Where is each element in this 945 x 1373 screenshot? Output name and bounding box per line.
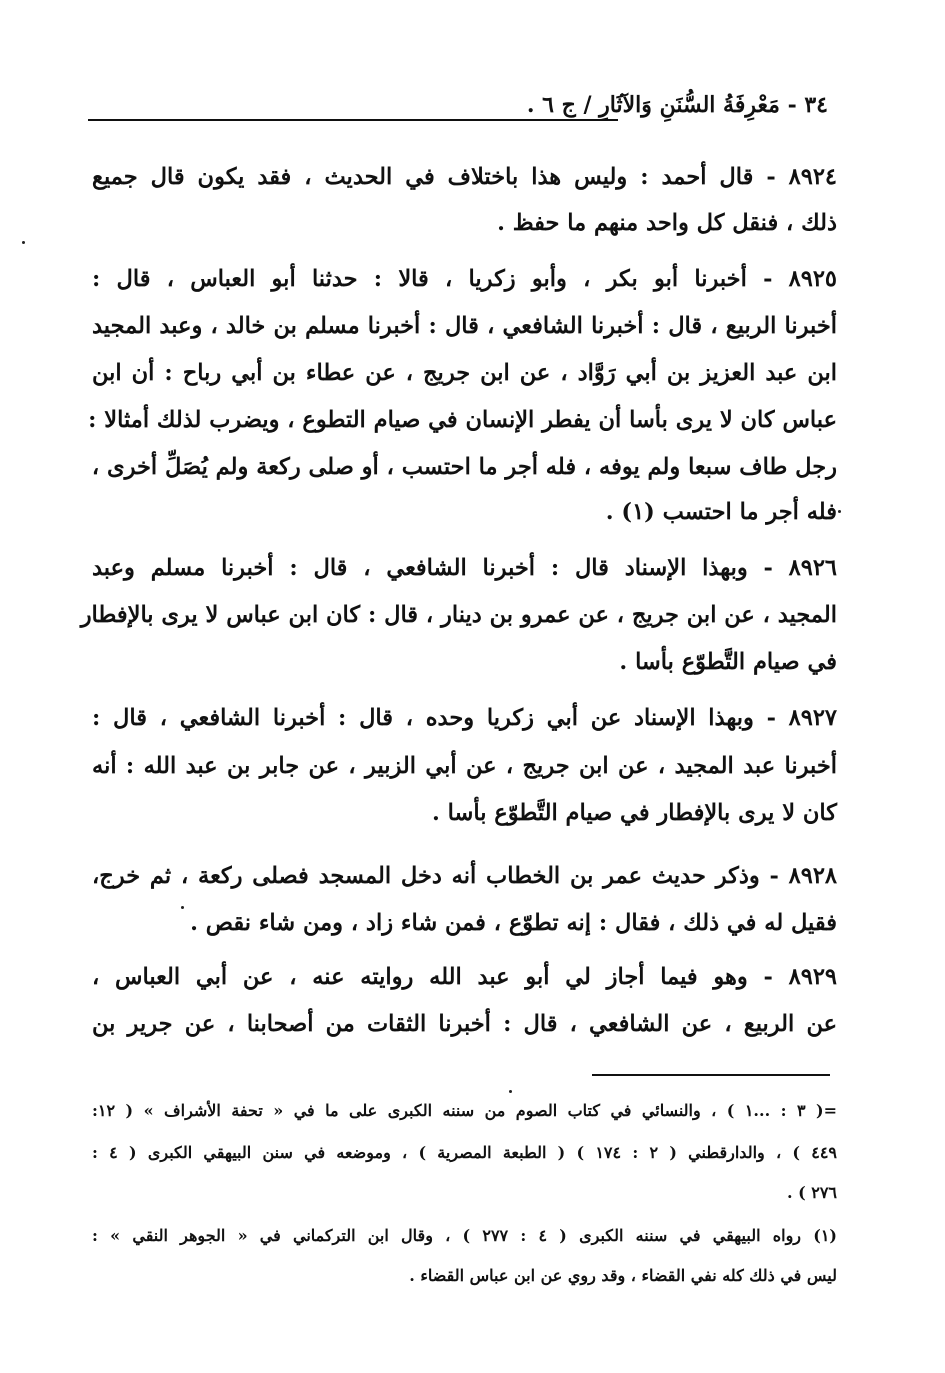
scan-speck (22, 241, 25, 244)
body-line: ذلك ، فنقل كل واحد منهم ما حفظ . (497, 210, 837, 236)
footnote-rule (592, 1074, 830, 1076)
body-line: أخبرنا عبد المجيد ، عن ابن جريج ، عن أبي الزبير ، عن جابر بن عبد الله : أنه (92, 753, 837, 779)
body-line: ٨٩٢٧ - وبهذا الإسناد عن أبي زكريا وحده ، قال : أخبرنا الشافعي ، قال : (92, 705, 837, 731)
body-line: ابن عبد العزيز بن أبي رَوَّاد ، عن ابن جريج ، عن عطاء بن أبي رباح : أن ابن (92, 360, 837, 386)
body-line: رجل طاف سبعا ولم يوفه ، فله أجر ما احتسب ، أو صلى ركعة ولم يُصَلِّ أخرى ، (91, 454, 837, 480)
body-line: ٨٩٢٨ - وذكر حديث عمر بن الخطاب أنه دخل المسجد فصلى ركعة ، ثم خرج، (92, 863, 837, 889)
body-line: فله أجر ما احتسب (١) . (605, 499, 837, 525)
body-line: في صيام التَّطوّع بأسا . (619, 649, 837, 675)
header-rule (88, 119, 618, 121)
body-line: كان لا يرى بالإفطار في صيام التَّطوّع بأسا . (431, 800, 837, 826)
footnote-line: ليس في ذلك كله نفي القضاء ، وقد روي عن ابن عباس القضاء . (409, 1266, 837, 1285)
body-line: ٨٩٢٩ - وهو فيما أجاز لي أبو عبد الله روايته عنه ، عن أبي العباس ، (92, 964, 837, 990)
body-line: عباس كان لا يرى بأسا أن يفطر الإنسان في صيام التطوع ، ويضرب لذلك أمثالا : (88, 407, 837, 433)
scan-speck (838, 510, 841, 513)
body-line: فقيل له في ذلك ، فقال : إنه تطوّع ، فمن شاء زاد ، ومن شاء نقص . (190, 910, 837, 936)
body-line: أخبرنا الربيع ، قال : أخبرنا الشافعي ، قال : أخبرنا مسلم بن خالد ، وعبد المجيد (92, 313, 837, 339)
body-line: ٨٩٢٥ - أخبرنا أبو بكر ، وأبو زكريا ، قالا : حدثنا أبو العباس ، قال : (92, 266, 837, 292)
scan-speck (181, 906, 184, 909)
footnote-line: =( ٣ : ...١ ) ، والنسائي في كتاب الصوم من سننه الكبرى على ما في « تحفة الأشراف » ( ١٢: (92, 1101, 837, 1120)
footnote-line: ٢٧٦ ) . (786, 1183, 837, 1202)
footnote-line: ٤٤٩ ) ، والدارقطني ( ٢ : ١٧٤ ) ( الطبعة المصرية ) ، وموضعه في سنن البيهقي الكبرى ( ٤ : (92, 1143, 838, 1162)
body-line: ٨٩٢٤ - قال أحمد : وليس هذا باختلاف في الحديث ، فقد يكون قال جميع (92, 164, 837, 190)
page-header (88, 92, 828, 132)
body-line: المجيد ، عن ابن جريج ، عن عمرو بن دينار ، قال : كان ابن عباس لا يرى بالإفطار (80, 602, 837, 628)
running-title: ٣٤ - مَعْرِفَةُ السُّنَنِ وَالآثَارِ / ج ٦ . (526, 92, 828, 118)
scan-speck (509, 1090, 512, 1093)
body-line: عن الربيع ، عن الشافعي ، قال : أخبرنا الثقات من أصحابنا ، عن جرير بن (92, 1011, 837, 1037)
body-line: ٨٩٢٦ - وبهذا الإسناد قال : أخبرنا الشافعي ، قال : أخبرنا مسلم وعبد (92, 555, 837, 581)
footnote-line: (١) رواه البيهقي في سننه الكبرى ( ٤ : ٢٧٧ ) ، وقال ابن التركماني في « الجوهر النقي » : (92, 1226, 837, 1245)
